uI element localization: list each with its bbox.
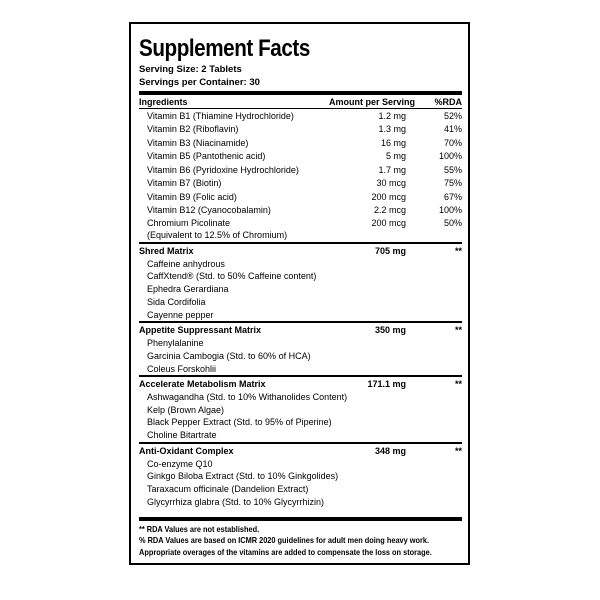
vitamin-name: Vitamin B7 (Biotin)	[147, 178, 222, 189]
matrix-item: Phenylalanine	[147, 337, 204, 348]
matrix-name: Shred Matrix	[139, 245, 194, 256]
vitamin-amount: 30 mcg	[376, 178, 406, 189]
matrix-name: Appetite Suppressant Matrix	[139, 325, 262, 336]
matrix-item: Sida Cordifolia	[147, 296, 206, 307]
vitamin-name: Vitamin B6 (Pyridoxine Hydrochloride)	[147, 164, 299, 175]
vitamin-amount: 5 mg	[385, 151, 406, 162]
thick-divider	[139, 517, 462, 521]
matrix-item: Ephedra Gerardiana	[147, 284, 229, 295]
supplement-facts-panel	[129, 22, 470, 565]
footnote-text: Appropriate overages of the vitamins are added to compensate the loss on storage.	[139, 547, 432, 557]
matrix-name: Anti-Oxidant Complex	[139, 445, 234, 456]
matrix-rda: **	[454, 445, 462, 456]
vitamin-list	[139, 109, 462, 241]
matrix-name: Accelerate Metabolism Matrix	[139, 379, 266, 390]
vitamin-row	[139, 204, 462, 218]
vitamin-name: Vitamin B2 (Riboflavin)	[147, 124, 239, 135]
matrix-rda: **	[454, 325, 462, 336]
chromium-line2: (Equivalent to 12.5% of Chromium)	[147, 230, 288, 240]
footnote	[139, 524, 462, 535]
footnote	[139, 535, 462, 546]
matrix-group	[139, 323, 462, 375]
chromium-row	[139, 217, 462, 241]
vitamin-rda: 75%	[443, 178, 462, 189]
matrix-amount: 348 mg	[374, 445, 406, 456]
matrix-item: Taraxacum officinale (Dandelion Extract)	[147, 484, 309, 495]
matrix-group	[139, 377, 462, 442]
matrix-item: Black Pepper Extract (Std. to 95% of Piperine)	[147, 417, 332, 428]
vitamin-name: Vitamin B3 (Niacinamide)	[147, 137, 249, 148]
matrix-item: Caffeine anhydrous	[147, 258, 225, 269]
matrix-item: Kelp (Brown Algae)	[147, 404, 225, 415]
vitamin-rda: 70%	[443, 137, 462, 148]
matrix-header	[139, 377, 462, 391]
footnote-text: % RDA Values are based on ICMR 2020 guidelines for adult men doing heavy work.	[139, 536, 430, 546]
header-rda: %RDA	[434, 96, 462, 107]
matrix-item: Cayenne pepper	[147, 309, 214, 320]
matrix-header	[139, 244, 462, 258]
serving-size: Serving Size: 2 Tablets	[139, 64, 242, 75]
matrix-item: Choline Bitartrate	[147, 430, 217, 441]
vitamin-name: Vitamin B12 (Cyanocobalamin)	[147, 205, 271, 216]
vitamin-amount: 1.7 mg	[378, 164, 406, 175]
vitamin-amount: 16 mg	[380, 137, 406, 148]
matrix-item: Ginkgo Biloba Extract (Std. to 10% Ginkgolides)	[147, 471, 339, 482]
vitamin-amount: 1.3 mg	[378, 124, 406, 135]
matrix-item: Coleus Forskohlii	[147, 363, 217, 374]
vitamin-amount: 1.2 mg	[378, 110, 406, 121]
matrix-group	[139, 244, 462, 321]
servings-per-container: Servings per Container: 30	[139, 77, 260, 88]
footnotes	[139, 524, 462, 558]
vitamin-rda: 100%	[438, 151, 462, 162]
matrix-item: Garcinia Cambogia (Std. to 60% of HCA)	[147, 350, 311, 361]
vitamin-amount: 200 mcg	[371, 191, 406, 202]
table-header	[139, 95, 462, 108]
matrix-item: CaffXtend® (Std. to 50% Caffeine content)	[147, 271, 317, 282]
vitamin-rda: 41%	[443, 124, 462, 135]
vitamin-rda: 100%	[438, 205, 462, 216]
vitamin-row	[139, 123, 462, 137]
matrix-rda: **	[454, 379, 462, 390]
matrix-rda: **	[454, 245, 462, 256]
header-amount: Amount per Serving	[329, 96, 416, 107]
matrix-amount: 171.1 mg	[367, 379, 406, 390]
header-ingredients: Ingredients	[139, 96, 188, 107]
footnote-text: ** RDA Values are not established.	[139, 524, 260, 534]
vitamin-rda: 52%	[443, 110, 462, 121]
vitamin-amount: 2.2 mcg	[373, 205, 406, 216]
vitamin-rda: 67%	[443, 191, 462, 202]
chromium-rda: 50%	[443, 218, 462, 228]
matrix-amount: 705 mg	[374, 245, 406, 256]
matrix-item: Ashwagandha (Std. to 10% Withanolides Content)	[147, 391, 348, 402]
vitamin-name: Vitamin B5 (Pantothenic acid)	[147, 151, 266, 162]
vitamin-rda: 55%	[443, 164, 462, 175]
vitamin-name: Vitamin B9 (Folic acid)	[147, 191, 237, 202]
vitamin-row	[139, 163, 462, 177]
vitamin-row	[139, 177, 462, 191]
matrix-amount: 350 mg	[374, 325, 406, 336]
vitamin-name: Vitamin B1 (Thiamine Hydrochloride)	[147, 110, 294, 121]
matrix-group	[139, 444, 462, 509]
vitamin-row	[139, 109, 462, 123]
chromium-name	[139, 217, 329, 241]
matrix-header	[139, 323, 462, 337]
footnote	[139, 547, 462, 558]
chromium-line1: Chromium Picolinate	[147, 218, 231, 228]
vitamin-row	[139, 150, 462, 164]
vitamin-row	[139, 190, 462, 204]
panel-title: Supplement Facts	[139, 35, 310, 62]
matrix-item: Glycyrrhiza glabra (Std. to 10% Glycyrrhizin)	[147, 496, 325, 507]
chromium-amount: 200 mcg	[371, 218, 406, 228]
matrix-item: Co-enzyme Q10	[147, 458, 213, 469]
vitamin-row	[139, 136, 462, 150]
matrix-header	[139, 444, 462, 458]
